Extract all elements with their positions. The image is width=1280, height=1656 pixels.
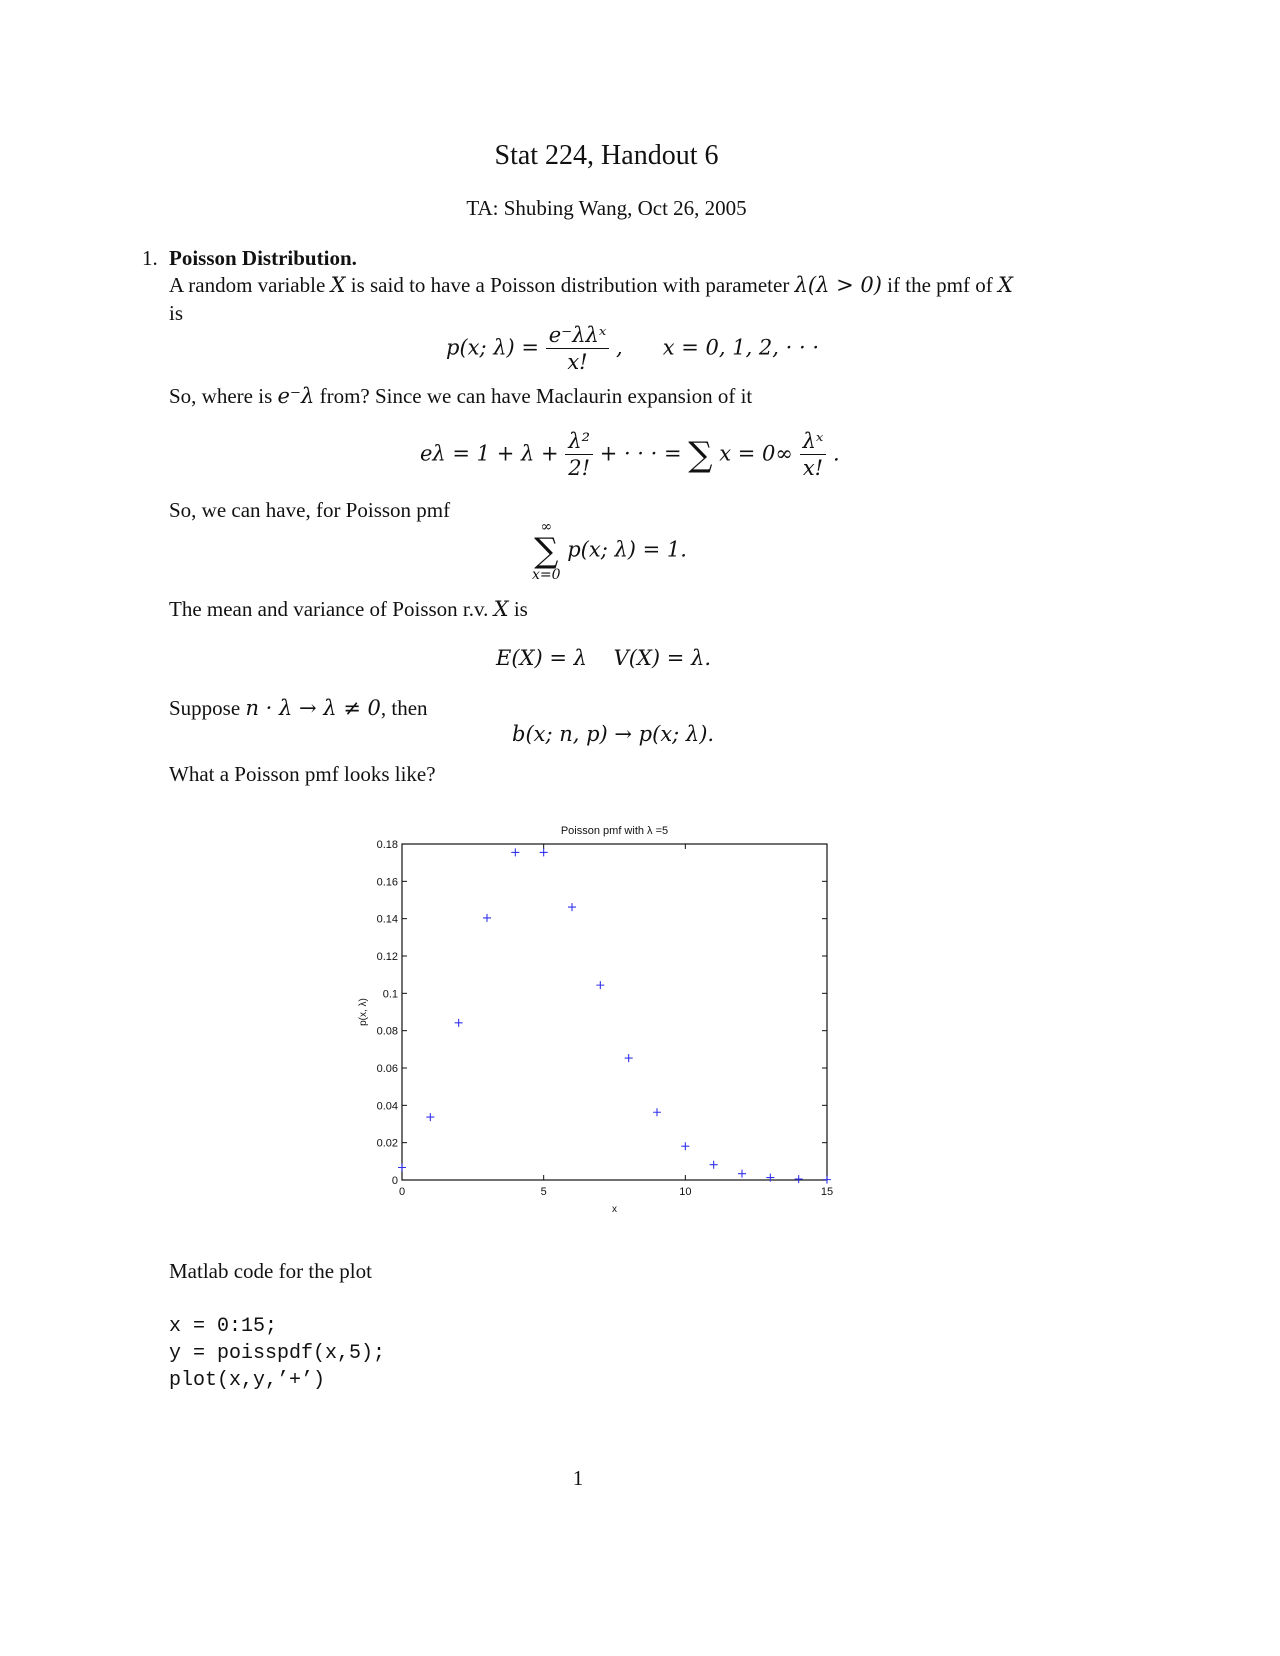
maclaurin-text-a: So, where is xyxy=(169,384,273,408)
pmf-denominator: x! xyxy=(567,350,588,375)
y-tick-label: 0.1 xyxy=(382,988,398,1001)
plot-frame xyxy=(402,844,827,1180)
mac-den-2: x! xyxy=(802,456,824,481)
y-axis-label: p(x, λ) xyxy=(358,998,369,1026)
page-subtitle: TA: Shubing Wang, Oct 26, 2005 xyxy=(466,196,747,220)
y-tick-label: 0.14 xyxy=(376,913,398,926)
pmf-sum-line: So, we can have, for Poisson pmf xyxy=(169,498,451,522)
sum-body: p(x; λ) = 1. xyxy=(567,537,687,562)
data-point xyxy=(398,1163,406,1171)
data-point xyxy=(710,1161,718,1169)
intro-text-a: A random variable xyxy=(169,273,326,297)
intro-line-1 xyxy=(169,273,1013,298)
binomial-limit-equation: b(x; n, p) → p(x; λ). xyxy=(512,722,715,746)
sum-symbol: ∑ xyxy=(534,531,559,571)
intro-line-2: is xyxy=(169,301,184,325)
suppose-line xyxy=(169,696,428,721)
section-number: 1. xyxy=(142,246,158,270)
maclaurin-equation xyxy=(420,428,840,482)
mean-text-end: is xyxy=(513,597,528,621)
data-point xyxy=(823,1176,831,1184)
y-tick-label: 0.12 xyxy=(376,951,398,963)
mean-line xyxy=(169,597,528,622)
mac-num-2: λˣ xyxy=(800,428,827,455)
data-point xyxy=(681,1142,689,1150)
var-x: X xyxy=(330,273,346,297)
y-tick-label: 0.02 xyxy=(376,1137,398,1150)
mac-lhs: eλ = 1 + λ + xyxy=(420,441,559,466)
x-axis-label: x xyxy=(612,1204,617,1215)
data-point xyxy=(455,1019,463,1027)
mac-fraction-2 xyxy=(800,428,827,482)
y-tick-label: 0 xyxy=(391,1175,398,1187)
sum-upper-limit: ∞ xyxy=(540,519,553,535)
mac-mid: + · · · = xyxy=(599,441,689,466)
data-point xyxy=(795,1175,803,1183)
y-tick-label: 0.04 xyxy=(376,1100,398,1113)
x-tick-label: 15 xyxy=(820,1186,834,1198)
y-tick-label: 0.08 xyxy=(376,1025,398,1038)
lambda-param: λ(λ > 0) xyxy=(794,273,882,297)
suppose-text: Suppose xyxy=(169,696,241,720)
data-point xyxy=(625,1054,633,1062)
sum-lower-limit: x=0 xyxy=(532,567,561,583)
data-point xyxy=(540,848,548,856)
code-line-1: x = 0:15; xyxy=(169,1315,278,1338)
data-point xyxy=(596,981,604,989)
chart-layer xyxy=(358,825,833,1215)
y-tick-label: 0.18 xyxy=(376,839,398,851)
mac-end: . xyxy=(833,441,840,466)
data-point xyxy=(483,914,491,922)
looks-line: What a Poisson pmf looks like? xyxy=(169,762,436,786)
page-title: Stat 224, Handout 6 xyxy=(494,140,719,171)
x-tick-label: 5 xyxy=(540,1186,547,1198)
data-point xyxy=(426,1113,434,1121)
code-line-3: plot(x,y,’+’) xyxy=(169,1369,326,1392)
y-tick-label: 0.16 xyxy=(376,876,398,889)
data-point xyxy=(511,848,519,856)
pmf-equation xyxy=(446,322,819,376)
var-x-3: X xyxy=(493,597,509,621)
mean-variance-equation: E(X) = λ V(X) = λ. xyxy=(496,646,712,670)
intro-text-b: is said to have a Poisson distribution with parameter xyxy=(350,273,790,297)
y-tick-label: 0.06 xyxy=(376,1063,398,1075)
mac-fraction-1 xyxy=(565,428,593,482)
pmf-numerator: e⁻λλˣ xyxy=(546,322,610,349)
e-neg-lambda: e⁻λ xyxy=(277,384,315,408)
intro-text-c: if the pmf of xyxy=(887,273,993,297)
data-point xyxy=(738,1170,746,1178)
page-number: 1 xyxy=(572,1466,584,1490)
suppose-text-end: , then xyxy=(380,696,428,720)
mean-text: The mean and variance of Poisson r.v. xyxy=(169,597,489,621)
maclaurin-line xyxy=(169,384,752,409)
poisson-chart xyxy=(340,810,860,1220)
pmf-rhs: , x = 0, 1, 2, · · · xyxy=(615,335,820,360)
x-tick-label: 0 xyxy=(398,1186,406,1198)
code-line-2: y = poisspdf(x,5); xyxy=(169,1342,386,1365)
mac-sum-symbol: ∑ xyxy=(688,434,713,475)
x-tick-label: 10 xyxy=(679,1186,692,1198)
section-heading: Poisson Distribution. xyxy=(169,246,357,270)
sum-with-limits xyxy=(532,520,561,582)
code-intro-line: Matlab code for the plot xyxy=(169,1259,372,1283)
maclaurin-text-b: from? Since we can have Maclaurin expansion of it xyxy=(319,384,753,408)
data-point xyxy=(568,903,576,911)
pmf-sum-equation xyxy=(532,520,687,582)
var-x-2: X xyxy=(997,273,1013,297)
mac-den-1: 2! xyxy=(568,456,591,481)
pmf-lhs: p(x; λ) = xyxy=(446,335,540,360)
suppose-expr: n · λ → λ ≠ 0 xyxy=(245,696,381,720)
data-point xyxy=(653,1108,661,1116)
pmf-fraction xyxy=(546,322,610,376)
chart-title: Poisson pmf with λ =5 xyxy=(560,825,669,837)
mac-num-1: λ² xyxy=(565,428,593,455)
mac-after-sum: x = 0∞ xyxy=(719,441,793,466)
